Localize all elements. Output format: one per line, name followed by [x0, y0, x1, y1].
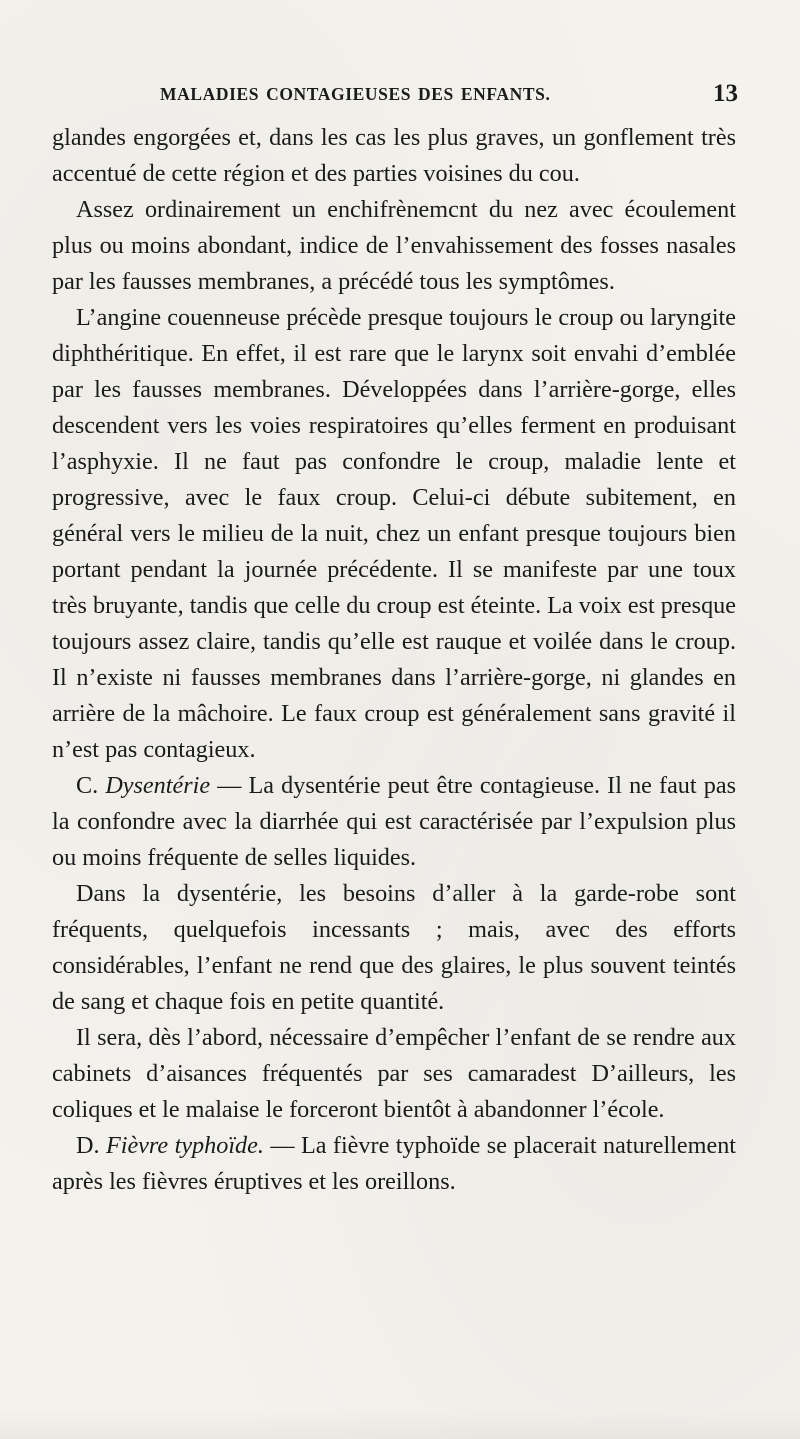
- section-paragraph-fievre-typhoide: [52, 1128, 736, 1200]
- paragraph-text: Dans la dysentérie, les besoins d’aller à la garde-robe sont fréquents, quelquefois incessants ; mais, avec des efforts considérables, l’enfant ne rend que des glaires, le plus souvent teintés de sang et chaque fois en petite quantité.: [52, 880, 736, 1015]
- paragraph-continuation: [52, 120, 736, 192]
- page-number: 13: [713, 80, 738, 107]
- section-heading: Dysentérie: [105, 772, 211, 799]
- page-bottom-shadow: [0, 1409, 800, 1439]
- running-title: MALADIES CONTAGIEUSES DES ENFANTS.: [160, 84, 551, 104]
- paragraph-text: — La fièvre typhoïde se placerait naturellement après les fièvres éruptives et les oreillons.: [52, 1132, 737, 1195]
- paragraph-text: L’angine couenneuse précède presque toujours le croup ou laryngite diphthéritique. En effet, il est rare que le larynx soit envahi d’emblée par les fausses membranes. Développées dans l’arrière-gorge, elles descendent vers les voies respiratoires qu’elles ferment en produisant l’asphyxie. Il ne faut pas confondre le croup, maladie lente et progressive, avec le faux croup. Celui-ci débute subitement, en général vers le milieu de la nuit, chez un enfant presque toujours bien portant pendant la journée précédente. Il se manifeste par une toux très bruyante, tandis que celle du croup est éteinte. La voix est presque toujours assez claire, tandis qu’elle est rauque et voilée dans le croup. Il n’existe ni fausses membranes dans l’arrière-gorge, ni glandes en arrière de la mâchoire. Le faux croup est généralement sans gravité il n’est pas contagieux.: [52, 304, 736, 763]
- body-text: [52, 120, 736, 1200]
- section-paragraph-dysenterie: [52, 768, 736, 876]
- paragraph-text: glandes engorgées et, dans les cas les plus graves, un gonflement très accentué de cette région et des parties voisines du cou.: [52, 124, 736, 187]
- section-label: C.: [76, 772, 106, 799]
- section-heading: Fièvre typhoïde.: [105, 1132, 264, 1159]
- page-header: [160, 80, 738, 108]
- paragraph-text: Assez ordinairement un enchifrènemcnt du nez avec écoulement plus ou moins abondant, indice de l’envahissement des fosses nasales par les fausses membranes, a précédé tous les symptômes.: [52, 196, 736, 295]
- paragraph-text: Il sera, dès l’abord, nécessaire d’empêcher l’enfant de se rendre aux cabinets d’aisances fréquentés par ses camaradest D’ailleurs, les coliques et le malaise le forceront bientôt à abandonner l’école.: [52, 1024, 736, 1123]
- paragraph-text: — La dysentérie peut être contagieuse. Il ne faut pas la confondre avec la diarrhée qui est caractérisée par l’expulsion plus ou moins fréquente de selles liquides.: [52, 772, 736, 871]
- paragraph: [52, 192, 736, 300]
- paragraph: [52, 1020, 736, 1128]
- paragraph: [52, 876, 736, 1020]
- section-label: D.: [76, 1132, 106, 1159]
- paragraph: [52, 300, 736, 768]
